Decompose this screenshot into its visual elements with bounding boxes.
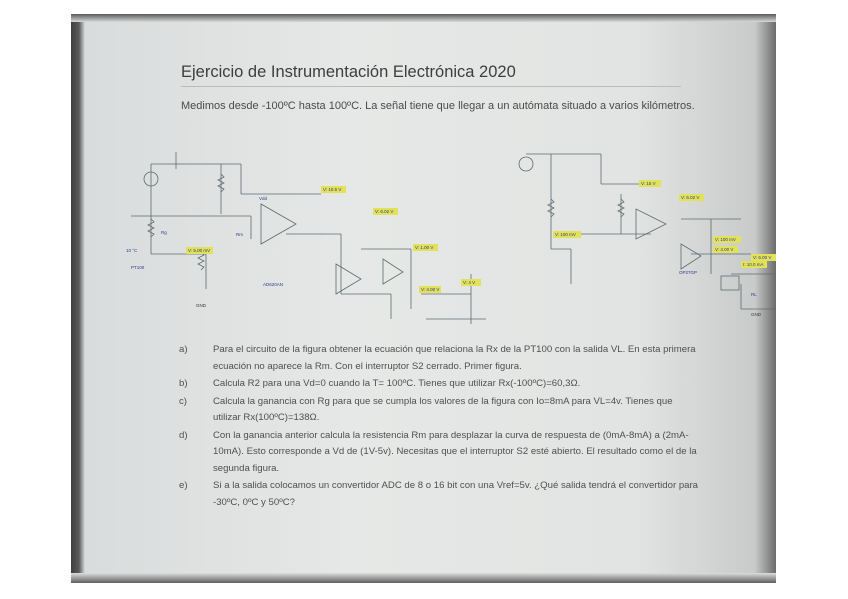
label-v-d: V: 4 V — [463, 280, 476, 285]
list-marker: c) — [179, 395, 187, 407]
label-v-r6: V: 6.00 V — [753, 255, 772, 260]
list-item-text: Para el circuito de la figura obtener la ecuación que relaciona la Rx de la PT100 con la salida VL. En esta primera ecuación no aparece la Rm. Con el interruptor S2 cerrado. Primer figura. — [213, 344, 696, 372]
list-item — [179, 394, 699, 427]
circuit-schematic — [91, 124, 776, 339]
label-v-out: V: 10.5 V — [323, 187, 342, 192]
list-marker: a) — [179, 344, 188, 355]
page-margin-left — [0, 0, 71, 599]
list-item-text: Si a la salida colocamos un convertidor ADC de 8 o 16 bit con una Vref=5v. ¿Qué salida tendrá el convertidor para -30ºC, 0ºC y 50ºC? — [213, 480, 699, 508]
label-gnd-left: GND — [196, 303, 206, 308]
label-gnd-right: GND — [751, 312, 761, 317]
list-item — [179, 428, 699, 478]
label-sensor-temp: 10 °C — [126, 248, 138, 253]
list-marker: d) — [179, 429, 188, 441]
label-v-b: V: 5.00 mV — [188, 248, 211, 253]
label-v-a: V: 6.02 V — [375, 209, 394, 214]
question-list — [179, 342, 699, 512]
document-photo — [71, 14, 776, 583]
label-v-c: V: 1.00 V — [415, 245, 434, 250]
list-marker: b) — [179, 378, 188, 389]
intro-paragraph: Medimos desde -100ºC hasta 100ºC. La señal tiene que llegar a un autómata situado a varios kilómetros. — [181, 100, 695, 112]
label-v-r4: V: 4.00 V — [715, 247, 734, 252]
label-v-r5: I: 10.0 mA — [743, 262, 764, 267]
label-rg: Rg — [161, 230, 167, 235]
list-item — [179, 478, 699, 511]
list-item-text: Calcula la ganancia con Rg para que se cumpla los valores de la figura con Io=8mA para VL=4v. Tienes que utilizar Rx(100ºC)=138Ω. — [213, 395, 673, 423]
label-opamp2: OP27GP — [679, 270, 698, 275]
label-rm: Rm — [236, 232, 243, 237]
label-v-r3: V: 100 mV — [715, 237, 736, 242]
label-rl: RL — [751, 292, 757, 297]
photo-edge-bottom — [71, 573, 776, 583]
label-v-top: V: 15 V — [641, 181, 656, 186]
label-v-r1: V: 6.02 V — [681, 195, 700, 200]
label-pt100: PT100 — [131, 265, 145, 270]
label-vdd: Vdd — [259, 196, 268, 201]
title-divider — [181, 86, 681, 87]
list-marker: e) — [179, 480, 188, 491]
label-v-r2: V: 100 mV — [555, 232, 576, 237]
label-opamp: AD620AN — [263, 282, 284, 287]
list-item-text: Con la ganancia anterior calcula la resistencia Rm para desplazar la curva de respuesta de (0mA-8mA) a (2mA-10mA). Esto corresponde a Vd de (1V-5v). Necesitas que el interruptor S2 esté abierto. El resultado como el de la segunda figura. — [213, 429, 697, 474]
list-item — [179, 376, 699, 393]
list-item-text: Calcula R2 para una Vd=0 cuando la T= 100ºC. Tienes que utilizar Rx(-100ºC)=60,3Ω. — [213, 378, 581, 389]
page-title: Ejercicio de Instrumentación Electrónica 2020 — [181, 63, 516, 81]
list-item — [179, 342, 699, 375]
label-v-e: V: 4.00 V — [421, 287, 440, 292]
photo-edge-top — [71, 14, 776, 22]
